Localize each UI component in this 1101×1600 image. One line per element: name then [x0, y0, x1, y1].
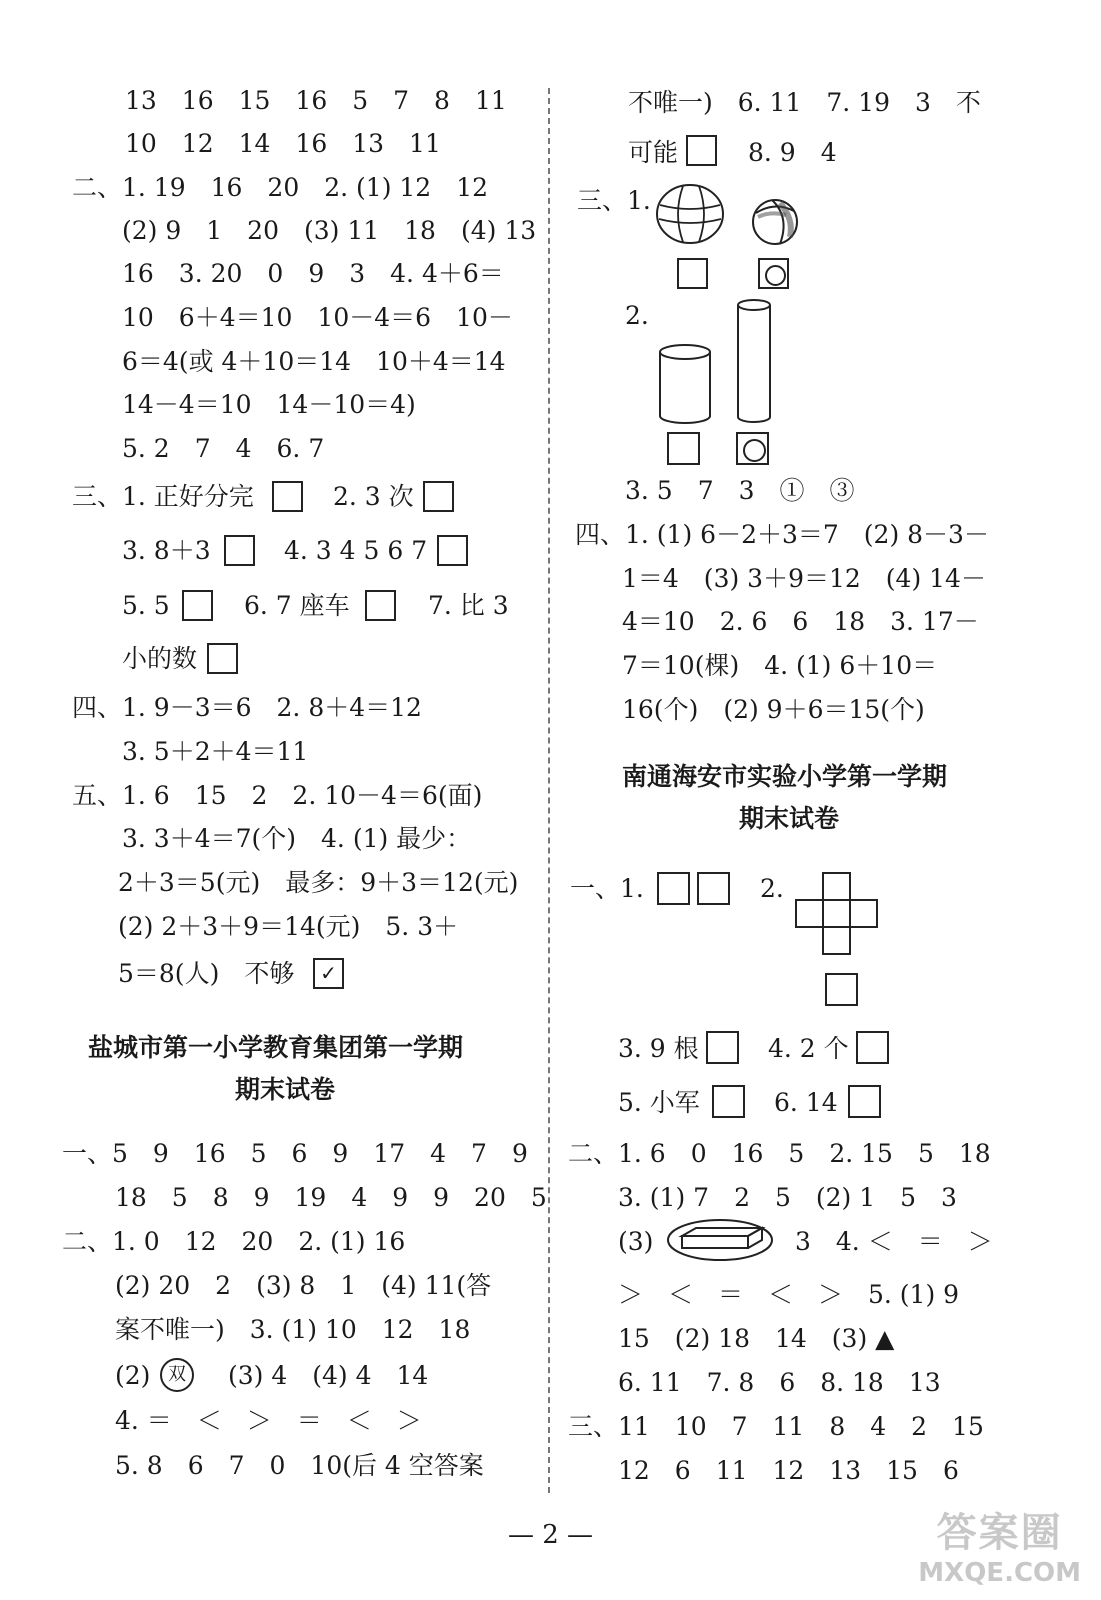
answer-box	[706, 1031, 739, 1064]
section-heading: 盐城市第一小学教育集团第一学期	[88, 1033, 464, 1062]
watermark-title: 答案圈	[936, 1510, 1063, 1556]
answer-line: (3) 4 (4) 4 14	[228, 1361, 429, 1390]
section-heading: 南通海安市实验小学第一学期	[622, 762, 948, 791]
answer-box	[182, 590, 213, 621]
answer-line: 4. 2 个	[768, 1034, 849, 1063]
answer-line: 4＝10 2. 6 6 18 3. 17－	[622, 607, 979, 636]
answer-line: (2) 9 1 20 (3) 11 18 (4) 13	[122, 216, 537, 245]
basketball-icon	[655, 183, 725, 245]
answer-line: (2)	[115, 1361, 151, 1390]
answer-line: (2) 20 2 (3) 8 1 (4) 11(答	[115, 1271, 492, 1300]
answer-line: 2. 3 次	[333, 482, 414, 511]
answer-line: ＞ ＜ ＝ ＜ ＞ 5. (1) 9	[618, 1280, 960, 1309]
flat-box-icon	[666, 1218, 774, 1262]
watermark-url: MXQE.COM	[918, 1558, 1081, 1588]
watermark	[918, 1501, 1081, 1588]
answer-line: 5. 8 6 7 0 10(后 4 空答案	[115, 1451, 484, 1480]
answer-box	[736, 432, 769, 465]
answer-line: 3 4. ＜ ＝ ＞	[795, 1227, 993, 1256]
page-number: — 2 —	[507, 1520, 594, 1550]
answer-line: 2.	[625, 301, 649, 330]
answer-line: 不唯一) 6. 11 7. 19 3 不	[628, 88, 981, 117]
answer-line: 5. 小军	[618, 1088, 700, 1117]
answer-box	[437, 535, 468, 566]
answer-line: 2＋3＝5(元) 最多：9＋3＝12(元)	[118, 868, 519, 897]
answer-line: 二、1. 0 12 20 2. (1) 16	[62, 1227, 406, 1256]
circled-answer: 双	[160, 1358, 194, 1392]
cylinder-icon	[657, 343, 713, 425]
answer-line: 13 16 15 16 5 7 8 11	[125, 86, 507, 115]
answer-line: 7＝10(棵) 4. (1) 6＋10＝	[622, 651, 938, 680]
column-divider	[548, 88, 550, 1493]
answer-line: 案不唯一) 3. (1) 10 12 18	[115, 1315, 471, 1344]
answer-line: 16 3. 20 0 9 3 4. 4＋6＝	[122, 259, 504, 288]
answer-line: 3. 3＋4＝7(个) 4. (1) 最少：	[122, 824, 472, 853]
answer-line: 3. 9 根	[618, 1034, 699, 1063]
answer-box	[667, 432, 700, 465]
answer-box	[686, 135, 717, 166]
answer-line: 五、1. 6 15 2 2. 10－4＝6(面)	[72, 781, 483, 810]
tall-cylinder-icon	[735, 298, 773, 424]
answer-line: 6. 14	[774, 1088, 838, 1117]
answer-line: 四、1. (1) 6－2＋3＝7 (2) 8－3－	[575, 520, 989, 549]
answer-box	[697, 872, 730, 905]
cube-net-icon	[795, 872, 879, 956]
answer-line: 3. 8＋3	[122, 536, 211, 565]
answer-line: 6. 11 7. 8 6 8. 18 13	[618, 1368, 941, 1397]
answer-box	[856, 1031, 889, 1064]
answer-line: 四、1. 9－3＝6 2. 8＋4＝12	[72, 693, 422, 722]
check-box	[313, 958, 344, 989]
answer-line: 1＝4 (3) 3＋9＝12 (4) 14－	[622, 564, 986, 593]
answer-line: 一、1.	[570, 874, 644, 903]
answer-box	[207, 643, 238, 674]
answer-box	[365, 590, 396, 621]
answer-line: 7. 比 3	[428, 591, 509, 620]
check-mark-icon: ✓	[320, 961, 337, 985]
answer-box	[677, 258, 708, 289]
answer-box	[224, 535, 255, 566]
circle-mark-icon	[765, 265, 786, 286]
answer-line: 3. 5 7 3 ① ③	[625, 476, 855, 505]
answer-line: 5. 5	[122, 591, 170, 620]
circle-mark-icon	[743, 439, 766, 462]
answer-line: 3. 5＋2＋4＝11	[122, 737, 309, 766]
answer-line: 5. 2 7 4 6. 7	[122, 434, 325, 463]
answer-box	[758, 258, 789, 289]
answer-line: 一、5 9 16 5 6 9 17 4 7 9	[62, 1139, 528, 1168]
answer-line: (3)	[618, 1227, 654, 1256]
answer-line: 10 12 14 16 13 11	[125, 129, 441, 158]
answer-line: 4. ＝ ＜ ＞ ＝ ＜ ＞	[115, 1406, 422, 1435]
answer-line: 6＝4(或 4＋10＝14 10＋4＝14	[122, 347, 506, 376]
section-heading: 期末试卷	[739, 804, 840, 833]
answer-line: 4. 3 4 5 6 7	[284, 536, 428, 565]
answer-line: 16(个) (2) 9＋6＝15(个)	[622, 695, 925, 724]
answer-line: 可能	[628, 138, 679, 167]
ball-icon	[750, 197, 800, 247]
answer-line: 三、11 10 7 11 8 4 2 15	[568, 1412, 984, 1441]
answer-box	[272, 481, 303, 512]
answer-line: (2) 2＋3＋9＝14(元) 5. 3＋	[118, 912, 459, 941]
answer-box	[657, 872, 690, 905]
answer-line: 小的数	[122, 644, 198, 673]
answer-line: 3. (1) 7 2 5 (2) 1 5 3	[618, 1183, 957, 1212]
answer-line: 二、1. 19 16 20 2. (1) 12 12	[72, 173, 489, 202]
answer-line: 6. 7 座车	[244, 591, 350, 620]
section-heading: 期末试卷	[235, 1075, 336, 1104]
answer-line: 14－4＝10 14－10＝4)	[122, 390, 416, 419]
answer-line: 15 (2) 18 14 (3) ▲	[618, 1324, 895, 1353]
answer-line: 三、1.	[577, 186, 651, 215]
answer-line: 二、1. 6 0 16 5 2. 15 5 18	[568, 1139, 991, 1168]
answer-line: 18 5 8 9 19 4 9 9 20 5	[115, 1183, 547, 1212]
answer-line: 12 6 11 12 13 15 6	[618, 1456, 959, 1485]
answer-line: 2.	[760, 874, 784, 903]
answer-line: 10 6＋4＝10 10－4＝6 10－	[122, 303, 513, 332]
answer-line: 5＝8(人) 不够	[118, 959, 295, 988]
answer-box	[825, 973, 858, 1006]
answer-box	[712, 1085, 745, 1118]
answer-line: 三、1. 正好分完	[72, 482, 254, 511]
answer-box	[848, 1085, 881, 1118]
answer-box	[423, 481, 454, 512]
answer-line: 8. 9 4	[748, 138, 837, 167]
